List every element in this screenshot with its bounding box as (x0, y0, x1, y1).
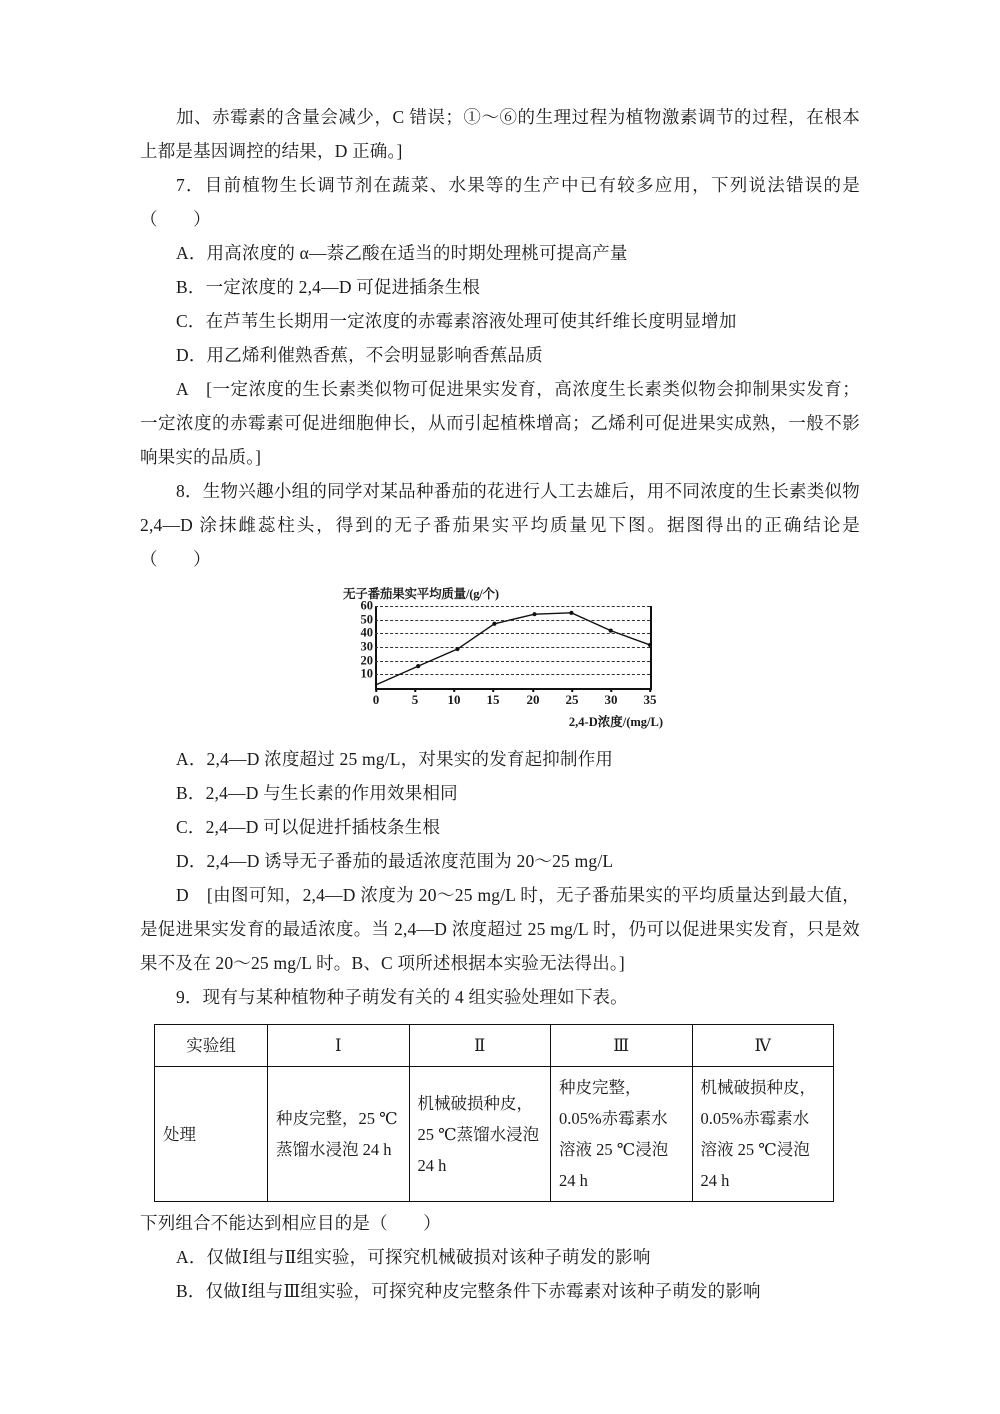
x-tick-label: 30 (604, 692, 618, 707)
data-point (455, 647, 459, 651)
table-header-cell: Ⅱ (409, 1025, 551, 1067)
y-axis-ticks (335, 598, 373, 688)
x-tick-label: 0 (372, 692, 380, 707)
chart-title: 无子番茄果实平均质量/(g/个) (343, 587, 499, 601)
question-7-option-b: B．一定浓度的 2,4—D 可促进插条生根 (176, 277, 481, 297)
data-point (532, 612, 536, 616)
question-8-stem: 8．生物兴趣小组的同学对某品种番茄的花进行人工去雄后，用不同浓度的生长素类似物 2,4—D 涂抹雌蕊柱头，得到的无子番茄果实平均质量见下图。据图得出的正确结论是（ ） (140, 481, 860, 569)
question-8-answer-explanation: D [由图可知，2,4—D 浓度为 20～25 mg/L 时，无子番茄果实的平均质量达到最大值，是促进果实发育的最适浓度。当 2,4—D 浓度超过 25 mg/L 时，仍可以促进果实发育，只是效果不及在 20～25 mg/L 时。B、C 项所述根据本实验无法得出。] (140, 885, 860, 973)
x-tick-label: 5 (411, 692, 419, 707)
chart-container (335, 584, 665, 736)
question-7-option-c: C．在芦苇生长期用一定浓度的赤霉素溶液处理可使其纤维长度明显增加 (176, 311, 737, 331)
page-content (140, 100, 860, 1308)
question-7-option-a: A．用高浓度的 α—萘乙酸在适当的时期处理桃可提高产量 (176, 243, 628, 263)
question-9-prompt: 下列组合不能达到相应目的是（ ） (140, 1213, 441, 1233)
question-8-option-c: C．2,4—D 可以促进扦插枝条生根 (176, 817, 441, 837)
x-tick-label: 20 (526, 692, 540, 707)
table-row (155, 1067, 834, 1202)
question-8-option-b: B．2,4—D 与生长素的作用效果相同 (176, 783, 458, 803)
table-cell: 机械破损种皮，0.05%赤霉素水溶液 25 ℃浸泡 24 h (692, 1067, 834, 1202)
x-tick-label: 10 (447, 692, 461, 707)
question-9-option-a: A．仅做Ⅰ组与Ⅱ组实验，可探究机械破损对该种子萌发的影响 (176, 1247, 651, 1267)
plot-right-border (650, 606, 652, 690)
x-axis-title: 2,4-D浓度/(mg/L) (568, 715, 663, 729)
explanation-6-continued: 加、赤霉素的含量会减少，C 错误；①～⑥的生理过程为植物激素调节的过程，在根本上都是基因调控的结果，D 正确。] (140, 107, 860, 161)
y-tick-label: 40 (360, 625, 373, 640)
y-tick-label: 50 (360, 612, 373, 627)
question-8-option-a: A．2,4—D 浓度超过 25 mg/L，对果实的发育起抑制作用 (176, 749, 614, 769)
table-header-row (155, 1025, 834, 1067)
data-series-line (375, 606, 650, 688)
data-point (609, 629, 613, 633)
question-9-stem: 9．现有与某种植物种子萌发有关的 4 组实验处理如下表。 (176, 987, 628, 1007)
y-tick-label: 10 (360, 666, 373, 681)
data-point (416, 664, 420, 668)
data-point (648, 643, 652, 647)
question-8-option-d: D．2,4—D 诱导无子番茄的最适浓度范围为 20～25 mg/L (176, 851, 614, 871)
y-tick-label: 60 (360, 598, 373, 613)
table-row-label: 处理 (155, 1067, 268, 1202)
question-7-option-d: D．用乙烯利催熟香蕉，不会明显影响香蕉品质 (176, 345, 543, 365)
data-point (569, 611, 573, 615)
x-tick-label: 35 (643, 692, 657, 707)
x-tick-label: 15 (486, 692, 500, 707)
table-cell: 机械破损种皮，25 ℃蒸馏水浸泡 24 h (409, 1067, 551, 1202)
x-tick-label: 25 (565, 692, 579, 707)
experiment-treatment-table (154, 1024, 834, 1202)
question-7-answer-explanation: A [一定浓度的生长素类似物可促进果实发育，高浓度生长素类似物会抑制果实发育；一定浓度的赤霉素可促进细胞伸长，从而引起植株增高；乙烯利可促进果实成熟，一般不影响果实的品质。] (140, 379, 860, 467)
plot-area (375, 606, 650, 688)
question-7-stem: 7．目前植物生长调节剂在蔬菜、水果等的生产中已有较多应用，下列说法错误的是（ ） (140, 175, 860, 229)
y-tick-label: 20 (360, 653, 373, 668)
table-header-cell: Ⅳ (692, 1025, 834, 1067)
table-header-cell: Ⅲ (551, 1025, 693, 1067)
y-tick-label: 30 (360, 639, 373, 654)
table-cell: 种皮完整，0.05%赤霉素水溶液 25 ℃浸泡 24 h (551, 1067, 693, 1202)
data-point (492, 622, 496, 626)
question-9-option-b: B．仅做Ⅰ组与Ⅲ组实验，可探究种皮完整条件下赤霉素对该种子萌发的影响 (176, 1281, 761, 1301)
table-header-cell: Ⅰ (268, 1025, 410, 1067)
table-cell: 种皮完整，25 ℃蒸馏水浸泡 24 h (268, 1067, 410, 1202)
figure-seedless-tomato-chart (140, 584, 860, 736)
table-header-cell: 实验组 (155, 1025, 268, 1067)
